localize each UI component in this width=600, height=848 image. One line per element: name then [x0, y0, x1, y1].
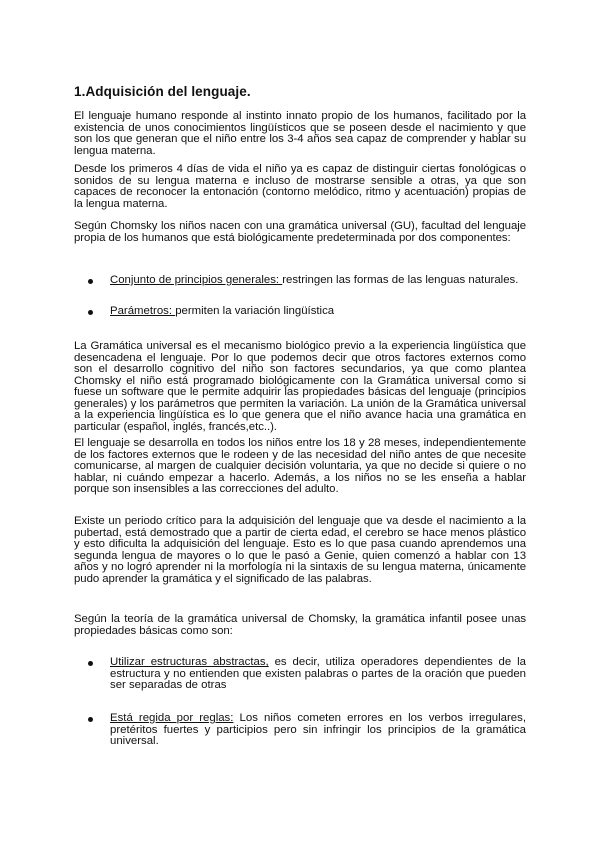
list-item-term: Utilizar estructuras abstractas, [110, 656, 269, 668]
list-item-reglas [88, 713, 526, 748]
list-item-text: permiten la variación lingüística [175, 305, 335, 317]
bullet-icon [88, 279, 93, 284]
list-item-term: Está regida por reglas: [110, 712, 234, 724]
paragraph-chomsky-gu: Según Chomsky los niños nacen con una gramática universal (GU), facultad del lenguaje propia de los humanos que está biológicamente predeterminada por dos componentes: [74, 220, 526, 244]
paragraph-periodo-critico: Existe un periodo crítico para la adquisición del lenguaje que va desde el nacimiento a la pubertad, está demostrado que a partir de cierta edad, el cerebro se hace menos plástico y esto dificulta la adquisición del lenguaje. Esto es lo que pasa cuando aprendemos una segunda lengua de mayores o lo que le pasó a Genie, quien comenzó a hablar con 13 años y no logró aprender ni la morfología ni la sintaxis de su lengua materna, únicamente pudo aprender la gramática y el significado de las palabras. [74, 515, 526, 585]
paragraph-gramatica-universal: La Gramática universal es el mecanismo biológico previo a la experiencia lingüística que desencadena el lenguaje. Por lo que podemos decir que otros factores externos como son el desarrollo cognitivo del niño son factores secundarios, ya que como plantea Chomsky el niño está programado biológicamente con la Gramática universal como si fuese un software que le permite adquirir las propiedades básicas del lenguaje (principios generales) y los parámetros que permiten la variación. La unión de la Gramática universal a la experiencia lingüística es lo que genera que el niño avance hacia una gramática en particular (español, inglés, francés,etc..). [74, 340, 526, 433]
bullet-icon [88, 661, 93, 666]
bullet-icon [88, 717, 93, 722]
list-item-text: restringen las formas de las lenguas naturales. [282, 274, 519, 286]
paragraph-propiedades: Según la teoría de la gramática universal de Chomsky, la gramática infantil posee unas propiedades básicas como son: [74, 613, 526, 637]
list-item-term: Conjunto de principios generales: [110, 274, 283, 286]
paragraph-innate-language: El lenguaje humano responde al instinto innato propio de los humanos, facilitado por la existencia de unos conocimientos lingüísticos que se poseen desde el nacimiento y que son los que generan que el niño entre los 3-4 años sea capaz de comprender y hablar su lengua materna. [74, 110, 526, 157]
list-item-parametros [88, 306, 526, 318]
list-item-estructuras [88, 657, 526, 692]
paragraph-first-days: Desde los primeros 4 días de vida el niño ya es capaz de distinguir ciertas fonológicas o sonidos de su lengua materna e incluso de mostrarse sensible a otras, ya que son capaces de reconocer la entonación (contorno melódico, ritmo y acentuación) propias de la lengua materna. [74, 163, 526, 210]
paragraph-desarrollo: El lenguaje se desarrolla en todos los niños entre los 18 y 28 meses, independientemente de los factores externos que le rodeen y de las necesidad del niño antes de que necesite comunicarse, al margen de cualquier decisión voluntaria, ya que no decide si quiere o no hablar, ni cuándo empezar a hacerlo. Además, a los niños no se les enseña a hablar porque son insensibles a las correcciones del adulto. [74, 437, 526, 495]
list-item-text: Los niños cometen errores en los verbos irregulares, pretéritos fuertes y participios pero sin infringir los principios de la gramática universal. [110, 712, 526, 747]
page-title: 1.Adquisición del lenguaje. [74, 84, 251, 99]
list-item-text: es decir, utiliza operadores dependientes de la estructura y no entienden que existen palabras o partes de la oración que pueden ser separadas de otras [110, 656, 526, 691]
bullet-icon [88, 310, 93, 315]
list-item-term: Parámetros: [110, 305, 176, 317]
list-item-principios [88, 275, 526, 287]
